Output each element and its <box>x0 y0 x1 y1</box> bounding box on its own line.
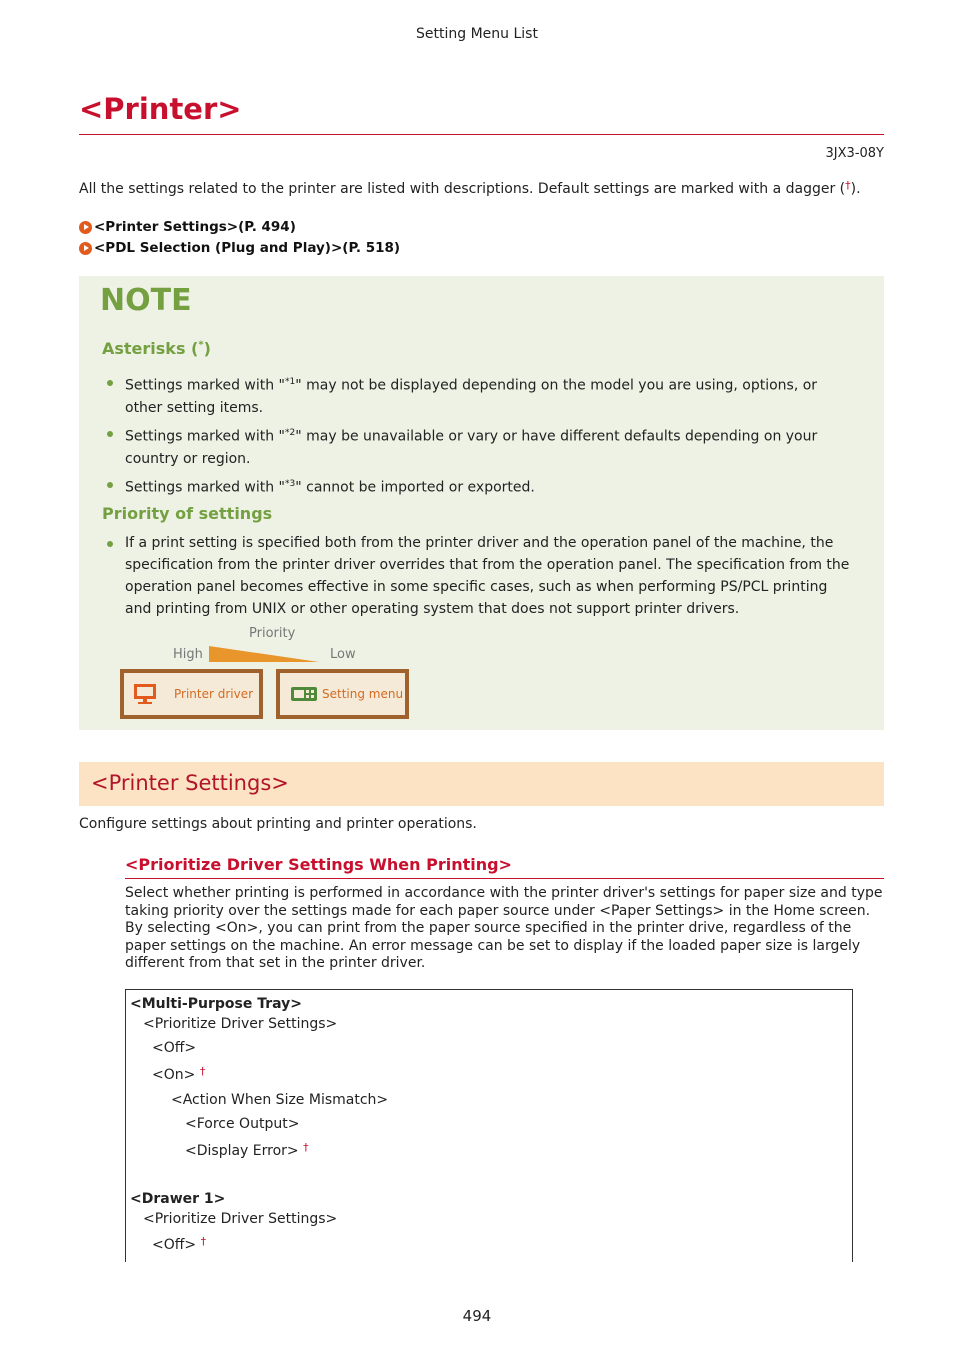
asterisks-heading-text: Asterisks ( <box>102 339 199 358</box>
intro-paragraph <box>79 179 861 197</box>
priority-heading: Priority of settings <box>102 504 273 523</box>
dagger-icon: † <box>200 1235 207 1248</box>
item-sup: *3 <box>285 479 296 489</box>
tree-mp-prioritize: <Prioritize Driver Settings> <box>143 1016 338 1032</box>
link-label: <PDL Selection (Plug and Play)>(P. 518) <box>94 240 401 256</box>
bullet-icon <box>107 482 113 488</box>
tree-drawer: <Drawer 1> <box>130 1191 226 1207</box>
running-head: Setting Menu List <box>416 26 538 42</box>
printer-driver-box <box>120 669 263 719</box>
item-text: " may be unavailable or vary or have different defaults depending on your country or region. <box>125 428 818 467</box>
menu-tree-border-top <box>125 989 853 990</box>
printer-driver-label: Printer driver <box>174 687 254 701</box>
bullet-icon <box>107 541 113 547</box>
low-label: Low <box>330 647 356 662</box>
arrow-right-icon <box>79 221 92 234</box>
note-title: NOTE <box>100 283 192 318</box>
title-divider <box>79 134 884 135</box>
setting-title: <Prioritize Driver Settings When Printing> <box>125 855 512 874</box>
asterisk-sup: * <box>198 339 204 351</box>
bullet-icon <box>107 431 113 437</box>
dagger-icon: † <box>303 1141 309 1154</box>
tree-dr-off-label: <Off> <box>152 1237 197 1253</box>
priority-item <box>107 532 857 620</box>
asterisks-heading-end: ) <box>203 339 211 358</box>
dagger-icon: † <box>845 179 851 192</box>
document-code: 3JX3-08Y <box>825 146 884 161</box>
setting-menu-box <box>276 669 409 719</box>
intro-text: All the settings related to the printer are listed with descriptions. Default settings are marked with a dagger ( <box>79 181 846 197</box>
priority-text: If a print setting is specified both from the printer driver and the operation panel of the machine, the specification from the printer driver overrides that from the operation panel. The specification from the operation panel becomes effective in some specific cases, such as when performing PS/PCL printing and printing from UNIX or other operating system that does not support printer drivers. <box>125 535 850 617</box>
tree-mp-tray: <Multi-Purpose Tray> <box>130 996 302 1012</box>
tree-mp-display-label: <Display Error> <box>185 1143 299 1159</box>
arrow-right-icon <box>79 242 92 255</box>
item-sup: *2 <box>285 428 296 438</box>
setting-title-divider <box>125 878 884 879</box>
tree-mp-force: <Force Output> <box>185 1116 300 1132</box>
priority-wedge <box>209 644 319 664</box>
asterisk-item-1 <box>107 371 857 419</box>
priority-label: Priority <box>249 626 296 641</box>
item-text: " may not be displayed depending on the model you are using, options, or other setting items. <box>125 377 818 416</box>
setting-menu-label: Setting menu <box>322 687 404 701</box>
tree-mp-display <box>185 1141 309 1159</box>
asterisks-heading <box>102 339 211 358</box>
tree-dr-prioritize: <Prioritize Driver Settings> <box>143 1211 338 1227</box>
control-panel-icon <box>290 685 318 703</box>
tree-mp-action: <Action When Size Mismatch> <box>171 1092 389 1108</box>
monitor-icon <box>132 683 158 705</box>
tree-mp-on-label: <On> <box>152 1067 196 1083</box>
bullet-icon <box>107 380 113 386</box>
asterisk-item-2 <box>107 422 857 470</box>
section-title: <Printer Settings> <box>91 771 289 795</box>
dagger-icon: † <box>199 1065 206 1078</box>
item-text: Settings marked with " <box>125 377 285 394</box>
tree-dr-off <box>152 1235 206 1253</box>
menu-tree-border-right <box>852 989 853 1262</box>
section-description: Configure settings about printing and printer operations. <box>79 816 477 832</box>
tree-mp-off: <Off> <box>152 1040 197 1056</box>
page-title: <Printer> <box>79 92 242 126</box>
page-number: 494 <box>462 1307 492 1325</box>
item-text: Settings marked with " <box>125 428 285 445</box>
high-label: High <box>173 647 203 662</box>
item-text: " cannot be imported or exported. <box>295 479 535 496</box>
setting-description: Select whether printing is performed in accordance with the printer driver's settings for paper size and type taking priority over the settings made for each paper source under <Paper Settings> in the Home screen. By selecting <On>, you can print from the paper source specified in the printer drive, regardless of the paper settings on the machine. An error message can be set to display if the loaded paper size is largely different from that set in the printer driver. <box>125 885 883 971</box>
menu-tree-border-left <box>125 989 126 1262</box>
item-sup: *1 <box>285 377 296 387</box>
link-label: <Printer Settings>(P. 494) <box>94 219 296 235</box>
link-printer-settings[interactable] <box>79 219 296 235</box>
item-text: Settings marked with " <box>125 479 285 496</box>
link-pdl-selection[interactable] <box>79 240 400 256</box>
asterisk-item-3 <box>107 473 857 499</box>
intro-end: ). <box>850 181 861 197</box>
tree-mp-on <box>152 1065 205 1083</box>
